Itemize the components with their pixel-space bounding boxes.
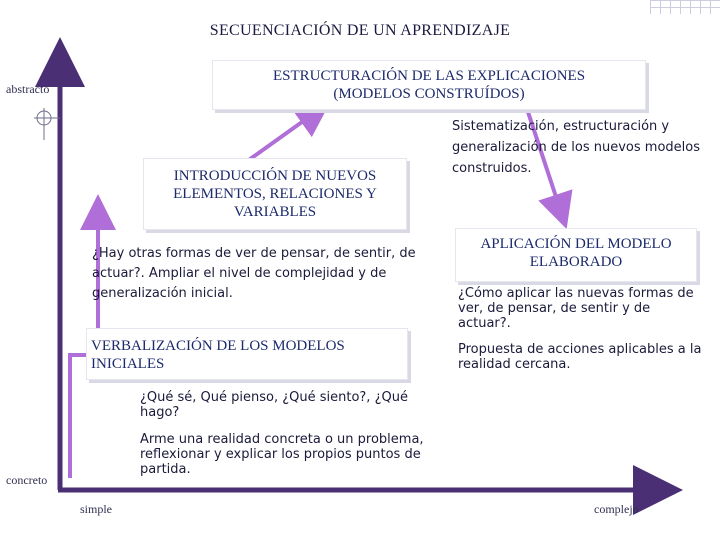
- box-introduccion: [143, 158, 407, 230]
- box-aplicacion-text: APLICACIÓN DEL MODELO ELABORADO: [480, 236, 672, 270]
- box-estructuracion: [212, 60, 646, 110]
- arrow-diagonal-up: [246, 112, 316, 162]
- text-sistematizacion: Sistematización, estructuración y generalización de los nuevos modelos construidos.: [452, 119, 700, 176]
- text-otras-formas: ¿Hay otras formas de ver de pensar, de sentir, de actuar?. Ampliar el nivel de complejidad y de generalización inicial.: [92, 246, 416, 301]
- text-arme: Arme una realidad concreta o un problema, reflexionar y explicar los propios puntos de partida.: [140, 432, 424, 477]
- diagram-title: SECUENCIACIÓN DE UN APRENDIZAJE: [209, 22, 511, 39]
- box-verbalizacion: [86, 328, 408, 380]
- text-como-aplicar: ¿Cómo aplicar las nuevas formas de ver, de pensar, de sentir y de actuar?.: [458, 286, 694, 331]
- box-aplicacion: [455, 228, 697, 282]
- y-top-label: abstracto: [6, 82, 50, 96]
- text-propuesta: Propuesta de acciones aplicables a la realidad cercana.: [458, 342, 702, 372]
- box-verbalizacion-text: VERBALIZACIÓN DE LOS MODELOS INICIALES: [91, 338, 345, 372]
- box-estructuracion-text: ESTRUCTURACIÓN DE LAS EXPLICACIONES (MODELOS CONSTRUÍDOS): [272, 68, 586, 102]
- box-introduccion-text: INTRODUCCIÓN DE NUEVOS ELEMENTOS, RELACIONES Y VARIABLES: [173, 168, 377, 220]
- x-right-label: complejo: [594, 502, 639, 516]
- y-bottom-label: concreto: [6, 473, 48, 487]
- crosshair-marker: [34, 108, 60, 140]
- text-que-se: ¿Qué sé, Qué pienso, ¿Qué siento?, ¿Qué hago?: [140, 390, 408, 420]
- x-left-label: simple: [80, 502, 112, 516]
